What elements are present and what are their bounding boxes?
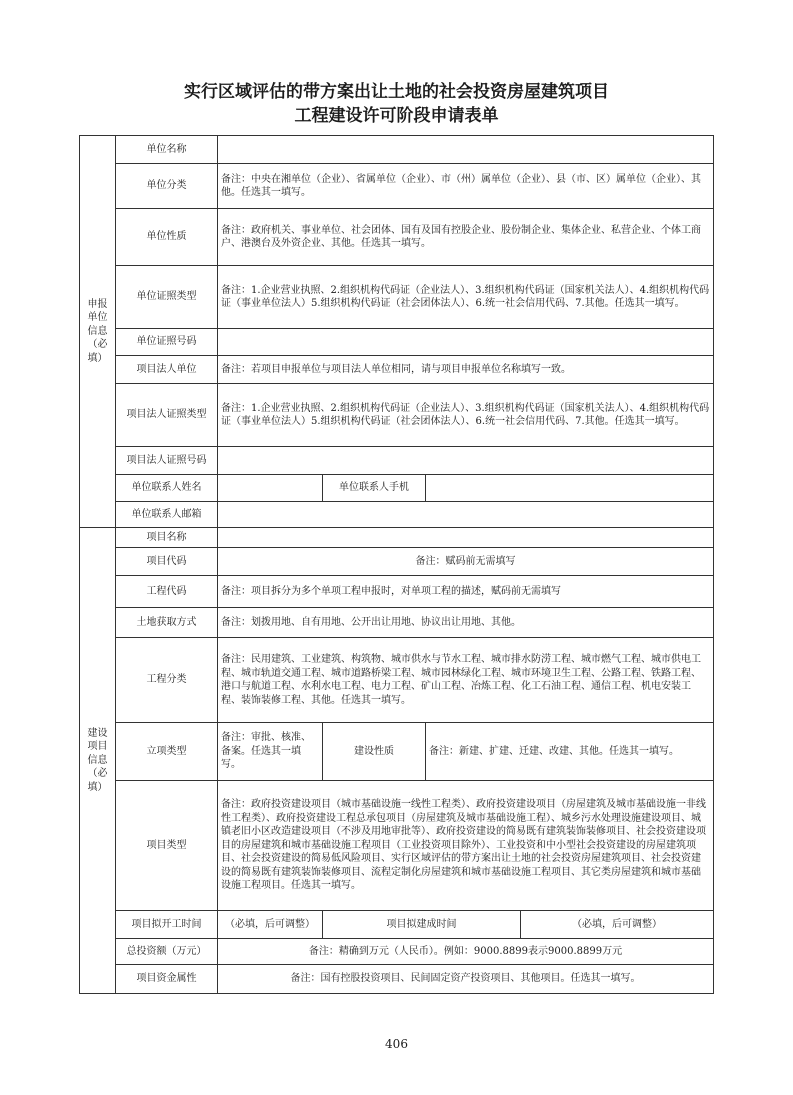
unit-nature-field[interactable]: 备注：政府机关、事业单位、社会团体、国有及国有控股企业、股份制企业、集体企业、私营企业、个体工商户、港澳台及外资企业、其他。任选其一填写。 — [218, 209, 714, 266]
unit-license-number-field[interactable] — [218, 329, 714, 356]
contact-email-field[interactable] — [218, 502, 714, 528]
field-label-unit-category: 单位分类 — [116, 164, 218, 209]
form-title-line1: 实行区域评估的带方案出让土地的社会投资房屋建筑项目 — [184, 82, 609, 102]
fund-attribute-field[interactable]: 备注：国有控股投资项目、民间固定资产投资项目、其他项目。任选其一填写。 — [218, 965, 714, 994]
table-row — [80, 329, 714, 356]
field-label-project-code: 项目代码 — [116, 548, 218, 576]
table-row — [80, 447, 714, 475]
field-label-unit-license-number: 单位证照号码 — [116, 329, 218, 356]
table-row — [80, 576, 714, 608]
field-label-project-legal-license-number: 项目法人证照号码 — [116, 447, 218, 475]
project-name-field[interactable] — [218, 528, 714, 548]
planned-start-field[interactable]: （必填，后可调整） — [218, 911, 323, 939]
field-label-project-name: 项目名称 — [116, 528, 218, 548]
table-row — [80, 502, 714, 528]
field-label-land-acquisition: 土地获取方式 — [116, 608, 218, 638]
construction-nature-field[interactable]: 备注：新建、扩建、迁建、改建、其他。任选其一填写。 — [426, 723, 714, 781]
project-section-label: 建设项目信息（必填） — [80, 528, 116, 994]
table-row — [80, 965, 714, 994]
table-row — [80, 723, 714, 781]
field-label-approval-type: 立项类型 — [116, 723, 218, 781]
project-legal-license-type-field[interactable]: 备注：1.企业营业执照、2.组织机构代码证（企业法人）、3.组织机构代码证（国家机关法人）、4.组织机构代码证（事业单位法人）5.组织机构代码证（社会团体法人）、6.统一社会信用代码、7.其他。任选其一填写。 — [218, 384, 714, 447]
applicant-section-label: 申报单位信息（必填） — [80, 136, 116, 528]
land-acquisition-field[interactable]: 备注：划拨用地、自有用地、公开出让用地、协议出让用地、其他。 — [218, 608, 714, 638]
field-label-unit-license-type: 单位证照类型 — [116, 266, 218, 329]
table-row — [80, 608, 714, 638]
form-title-line2: 工程建设许可阶段申请表单 — [294, 106, 499, 126]
project-type-field[interactable]: 备注：政府投资建设项目（城市基础设施一线性工程类）、政府投资建设项目（房屋建筑及城市基础设施一非线性工程类）、政府投资建设工程总承包项目（房屋建筑及城市基础设施工程）、城乡污水处理设施建设项目、城镇老旧小区改造建设项目（不涉及用地审批等）、政府投资建设的简易既有建筑装饰装修项目、社会投资建设项目的房屋建筑和城市基础设施工程项目（工业投资项目除外）、工业投资和中小型社会投资建设的房屋建筑项目、社会投资建设的简易低风险项目、实行区域评估的带方案出让土地的社会投资房屋建筑项目、社会投资建设的简易既有建筑装饰装修项目、流程定制化房屋建筑和城市基础设施工程项目、其它类房屋建筑和城市基础设施工程项目。任选其一填写。 — [218, 781, 714, 911]
field-label-contact-phone: 单位联系人手机 — [323, 475, 426, 502]
unit-name-field[interactable] — [218, 136, 714, 164]
field-label-project-type: 项目类型 — [116, 781, 218, 911]
field-label-engineering-category: 工程分类 — [116, 638, 218, 723]
unit-category-field[interactable]: 备注：中央在湘单位（企业）、省属单位（企业）、市（州）属单位（企业）、县（市、区）属单位（企业）、其他。任选其一填写。 — [218, 164, 714, 209]
table-row — [80, 209, 714, 266]
field-label-engineering-code: 工程代码 — [116, 576, 218, 608]
table-row — [80, 266, 714, 329]
form-title — [0, 80, 793, 128]
field-label-project-legal-license-type: 项目法人证照类型 — [116, 384, 218, 447]
contact-name-field[interactable] — [218, 475, 323, 502]
field-label-unit-name: 单位名称 — [116, 136, 218, 164]
engineering-code-field[interactable]: 备注：项目拆分为多个单项工程申报时，对单项工程的描述，赋码前无需填写 — [218, 576, 714, 608]
field-label-construction-nature: 建设性质 — [323, 723, 426, 781]
field-label-project-legal-unit: 项目法人单位 — [116, 356, 218, 384]
field-label-contact-name: 单位联系人姓名 — [116, 475, 218, 502]
table-row — [80, 939, 714, 965]
planned-completion-field[interactable]: （必填，后可调整） — [521, 911, 714, 939]
application-form-table — [79, 135, 714, 994]
approval-type-field[interactable]: 备注：审批、核准、备案。任选其一填写。 — [218, 723, 323, 781]
field-label-contact-email: 单位联系人邮箱 — [116, 502, 218, 528]
project-code-field[interactable]: 备注：赋码前无需填写 — [218, 548, 714, 576]
table-row — [80, 384, 714, 447]
table-row — [80, 528, 714, 548]
field-label-unit-nature: 单位性质 — [116, 209, 218, 266]
table-row — [80, 164, 714, 209]
project-legal-license-number-field[interactable] — [218, 447, 714, 475]
unit-license-type-field[interactable]: 备注：1.企业营业执照、2.组织机构代码证（企业法人）、3.组织机构代码证（国家机关法人）、4.组织机构代码证（事业单位法人）5.组织机构代码证（社会团体法人）、6.统一社会信用代码、7.其他。任选其一填写。 — [218, 266, 714, 329]
field-label-planned-completion: 项目拟建成时间 — [323, 911, 521, 939]
engineering-category-field[interactable]: 备注：民用建筑、工业建筑、构筑物、城市供水与节水工程、城市排水防涝工程、城市燃气工程、城市供电工程、城市轨道交通工程、城市道路桥梁工程、城市园林绿化工程、城市环境卫生工程、公路工程、铁路工程、港口与航道工程、水利水电工程、电力工程、矿山工程、冶炼工程、化工石油工程、通信工程、机电安装工程、装饰装修工程、其他。任选其一填写。 — [218, 638, 714, 723]
field-label-total-investment: 总投资额（万元） — [116, 939, 218, 965]
table-row — [80, 548, 714, 576]
table-row — [80, 911, 714, 939]
page-number: 406 — [385, 1037, 408, 1051]
total-investment-field[interactable]: 备注：精确到万元（人民币）。例如：9000.8899表示9000.8899万元 — [218, 939, 714, 965]
table-row — [80, 136, 714, 164]
project-legal-unit-field[interactable]: 备注：若项目申报单位与项目法人单位相同，请与项目申报单位名称填写一致。 — [218, 356, 714, 384]
table-row — [80, 638, 714, 723]
table-row — [80, 475, 714, 502]
table-row — [80, 781, 714, 911]
field-label-fund-attribute: 项目资金属性 — [116, 965, 218, 994]
table-row — [80, 356, 714, 384]
contact-phone-field[interactable] — [426, 475, 714, 502]
field-label-planned-start: 项目拟开工时间 — [116, 911, 218, 939]
